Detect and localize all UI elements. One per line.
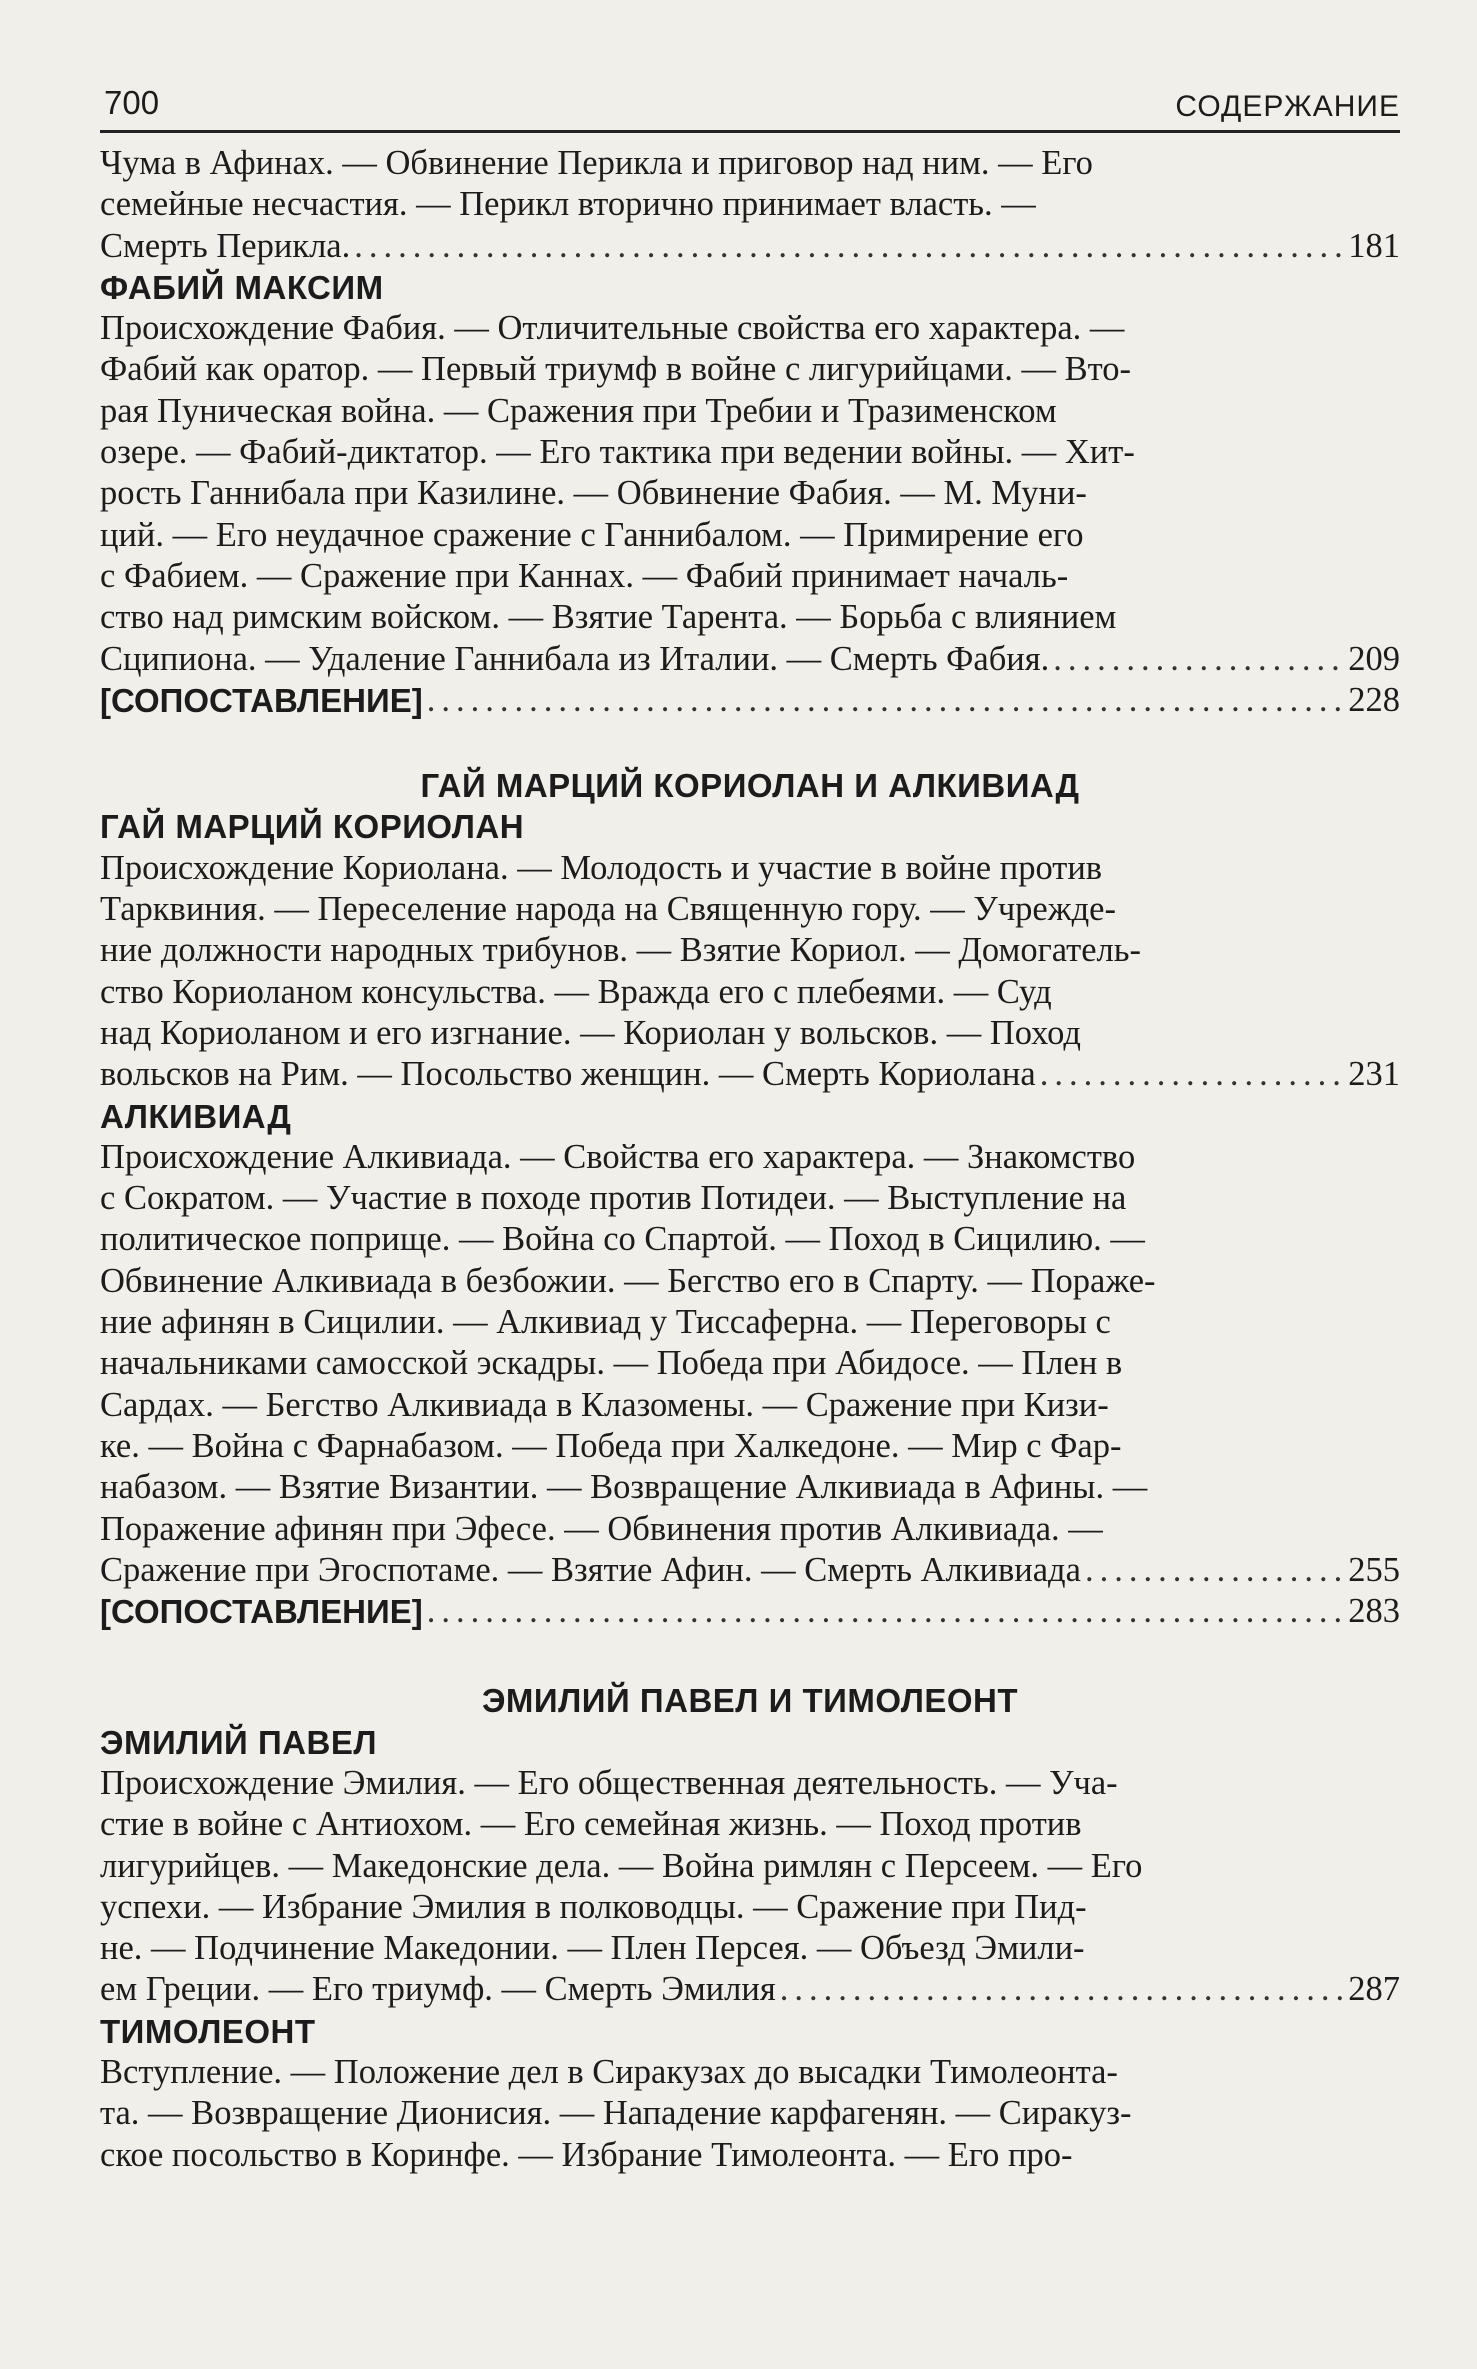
page-ref: 228 — [1348, 680, 1400, 719]
running-head — [100, 78, 1400, 133]
life-heading-timoleon: ТИМОЛЕОНТ — [100, 2012, 316, 2050]
life-heading-coriolanus: ГАЙ МАРЦИЙ КОРИОЛАН — [100, 808, 525, 846]
toc-line: Происхождение Фабия. — Отличительные свойства его характера. — — [100, 309, 1125, 348]
toc-line: Происхождение Кориолана. — Молодость и участие в войне против — [100, 848, 1103, 887]
pair-heading-aemilius-timoleon: ЭМИЛИЙ ПАВЕЛ И ТИМОЛЕОНТ — [481, 1682, 1019, 1720]
toc-line-text: Сражение при Эгоспотаме. — Взятие Афин. — Смерть Алкивиада — [100, 1550, 1081, 1589]
toc-line: лигурийцев. — Македонские дела. — Война римлян с Персеем. — Его — [100, 1846, 1143, 1885]
toc-line: ние должности народных трибунов. — Взятие Кориол. — Домогатель- — [100, 931, 1141, 970]
toc-line: не. — Подчинение Македонии. — Плен Персея. — Объезд Эмили- — [100, 1929, 1085, 1968]
toc-line: ций. — Его неудачное сражение с Ганнибалом. — Примирение его — [100, 515, 1084, 554]
toc-line: стие в войне с Антиохом. — Его семейная жизнь. — Поход против — [100, 1805, 1082, 1844]
toc-line: с Сократом. — Участие в походе против Потидеи. — Выступление на — [100, 1179, 1127, 1218]
dot-leader — [427, 680, 1345, 721]
page-ref: 255 — [1348, 1550, 1400, 1589]
toc-line: набазом. — Взятие Византии. — Возвращение Алкивиада в Афины. — — [100, 1468, 1148, 1507]
toc-line: ние афинян в Сицилии. — Алкивиад у Тиссаферна. — Переговоры с — [100, 1303, 1111, 1342]
toc-line: Сардах. — Бегство Алкивиада в Клазомены. — Сражение при Кизи- — [100, 1385, 1109, 1424]
toc-line: ке. — Война с Фарнабазом. — Победа при Халкедоне. — Мир с Фар- — [100, 1426, 1122, 1465]
pair-heading-coriolanus-alcibiades: ГАЙ МАРЦИЙ КОРИОЛАН И АЛКИВИАД — [420, 767, 1080, 805]
toc-line: начальниками самосской эскадры. — Победа при Абидосе. — Плен в — [100, 1344, 1123, 1383]
toc-line-with-page — [100, 1969, 1400, 2010]
toc-line-with-page — [100, 226, 1400, 267]
entry-fabius — [100, 308, 1400, 680]
toc-line: Чума в Афинах. — Обвинение Перикла и приговор над ним. — Его — [100, 144, 1093, 182]
toc-line: Вступление. — Положение дел в Сиракузах до высадки Тимолеонта- — [100, 2053, 1118, 2092]
toc-line: Тарквиния. — Переселение народа на Священную гору. — Учрежде- — [100, 890, 1116, 929]
toc-line: Поражение афинян при Эфесе. — Обвинения против Алкивиада. — — [100, 1509, 1103, 1548]
entry-aemilius — [100, 1763, 1400, 2011]
toc-line-with-page — [100, 639, 1400, 680]
table-of-contents — [100, 143, 1400, 2176]
toc-line: семейные несчастия. — Перикл вторично принимает власть. — — [100, 185, 1036, 224]
toc-line: Фабий как оратор. — Первый триумф в войне с лигурийцами. — Вто- — [100, 350, 1131, 389]
toc-line-text: Смерть Перикла. — [100, 226, 351, 265]
dot-leader — [1053, 639, 1344, 680]
entry-pericles-continuation — [100, 143, 1400, 267]
life-heading-alcibiades: АЛКИВИАД — [100, 1097, 292, 1135]
document-page — [100, 78, 1400, 2176]
dot-leader — [780, 1969, 1345, 2010]
toc-line: ское посольство в Коринфе. — Избрание Тимолеонта. — Его про- — [100, 2135, 1073, 2174]
toc-line: Происхождение Эмилия. — Его общественная деятельность. — Уча- — [100, 1763, 1118, 1802]
toc-line: ство Кориоланом консульства. — Вражда его с плебеями. — Суд — [100, 972, 1052, 1011]
page-ref: 209 — [1348, 639, 1400, 678]
toc-line-with-page — [100, 1054, 1400, 1095]
life-heading-fabius: ФАБИЙ МАКСИМ — [100, 268, 384, 306]
toc-line-text: вольсков на Рим. — Посольство женщин. — Смерть Кориолана — [100, 1055, 1036, 1094]
comparison-label: [СОПОСТАВЛЕНИЕ] — [100, 681, 423, 719]
life-heading-aemilius: ЭМИЛИЙ ПАВЕЛ — [100, 1723, 377, 1761]
section-title: СОДЕРЖАНИЕ — [1175, 90, 1400, 123]
entry-alcibiades — [100, 1137, 1400, 1591]
toc-line-text: Сципиона. — Удаление Ганнибала из Италии. — Смерть Фабия. — [100, 639, 1050, 678]
page-ref: 283 — [1348, 1592, 1400, 1631]
toc-line: ство над римским войском. — Взятие Тарента. — Борьба с влиянием — [100, 598, 1117, 637]
page-ref: 181 — [1348, 226, 1400, 265]
page-number: 700 — [104, 84, 160, 121]
dot-leader — [1085, 1550, 1344, 1591]
toc-line-text: ем Греции. — Его триумф. — Смерть Эмилия — [100, 1970, 776, 2009]
entry-coriolanus — [100, 848, 1400, 1096]
comparison-entry — [100, 680, 1400, 721]
dot-leader — [427, 1591, 1345, 1632]
dot-leader — [1040, 1054, 1345, 1095]
comparison-entry — [100, 1591, 1400, 1632]
toc-line-with-page — [100, 1550, 1400, 1591]
toc-line: политическое поприще. — Война со Спартой. — Поход в Сицилию. — — [100, 1220, 1145, 1259]
toc-line: успехи. — Избрание Эмилия в полководцы. — Сражение при Пид- — [100, 1887, 1087, 1926]
page-ref: 287 — [1348, 1970, 1400, 2009]
toc-line: озере. — Фабий-диктатор. — Его тактика при ведении войны. — Хит- — [100, 433, 1135, 472]
toc-line: рость Ганнибала при Казилине. — Обвинение Фабия. — М. Муни- — [100, 474, 1087, 513]
page-ref: 231 — [1348, 1055, 1400, 1094]
toc-line: с Фабием. — Сражение при Каннах. — Фабий принимает началь- — [100, 556, 1069, 595]
toc-line: над Кориоланом и его изгнание. — Кориолан у вольсков. — Поход — [100, 1013, 1081, 1052]
toc-line: Обвинение Алкивиада в безбожии. — Бегство его в Спарту. — Пораже- — [100, 1261, 1156, 1300]
comparison-label: [СОПОСТАВЛЕНИЕ] — [100, 1593, 423, 1631]
dot-leader — [354, 226, 1344, 267]
toc-line: рая Пуническая война. — Сражения при Требии и Тразименском — [100, 391, 1057, 430]
toc-line: Происхождение Алкивиада. — Свойства его характера. — Знакомство — [100, 1137, 1136, 1176]
entry-timoleon — [100, 2052, 1400, 2176]
toc-line: та. — Возвращение Дионисия. — Нападение карфагенян. — Сиракуз- — [100, 2094, 1132, 2133]
